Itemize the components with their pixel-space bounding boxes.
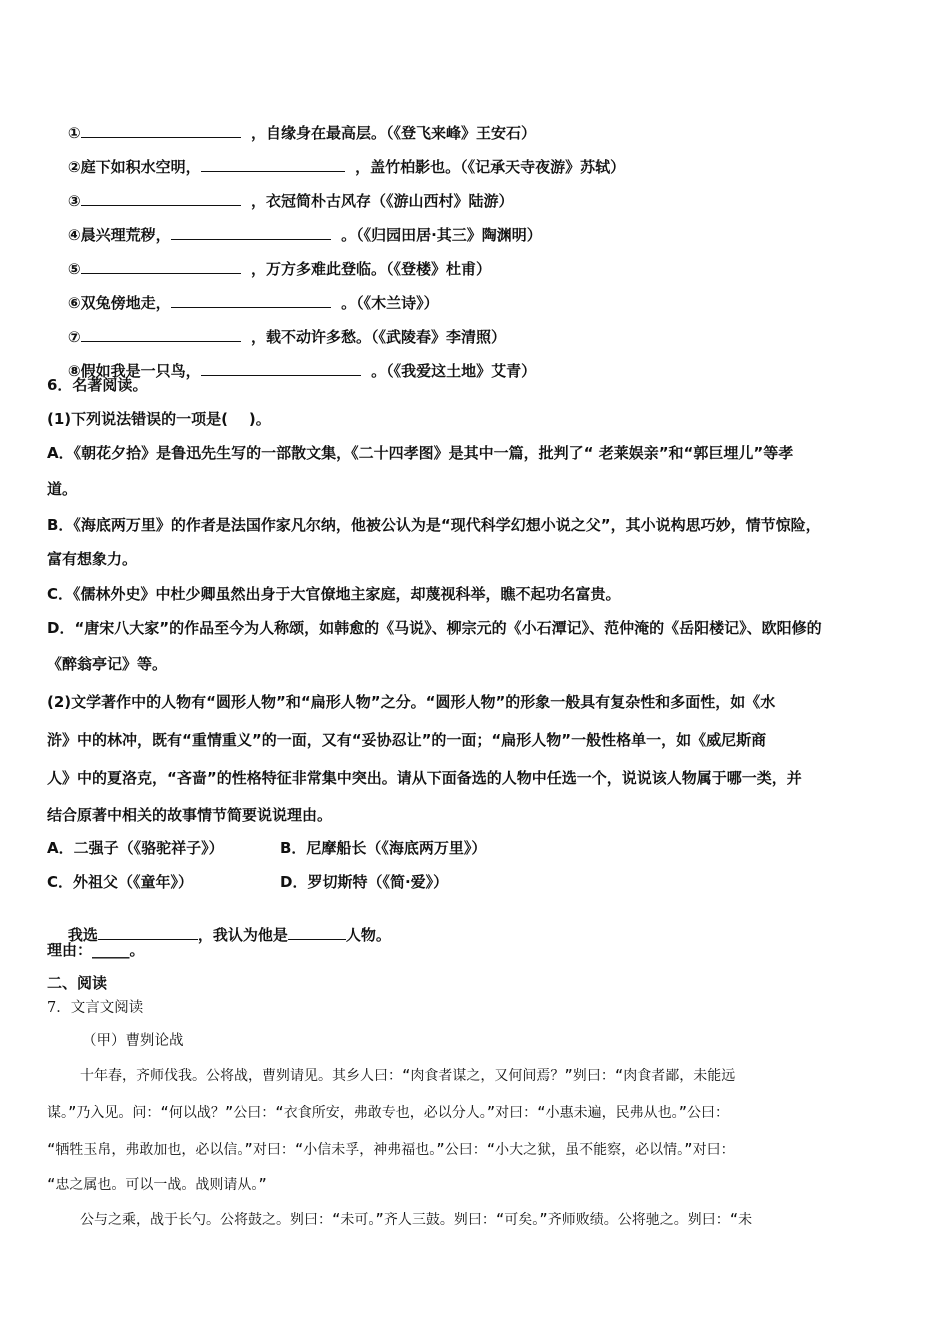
poem-line-3: ③ ，衣冠简朴古风存（《游山西村》陆游） [67, 192, 514, 210]
poem-line-6: ⑥双兔傍地走， 。（《木兰诗》） [67, 294, 439, 312]
poem-line-4: ④晨兴理荒秽， 。（《归园田居·其三》陶渊明） [67, 226, 542, 244]
answer-blank[interactable] [81, 123, 241, 138]
q6-option-b-line1: B．《海底两万里》的作者是法国作家凡尔纳，他被公认为是“现代科学幻想小说之父”，其小说构思巧妙，情节惊险， [47, 516, 821, 534]
q6-choice-c: C．外祖父（《童年》） [47, 873, 194, 891]
q6-reason-line: 理由：_____。 [47, 941, 145, 959]
q6-option-a-line1: A．《朝花夕拾》是鲁迅先生写的一部散文集，《二十四孝图》是其中一篇，批判了“ 老莱娱亲”和“郭巨埋儿”等孝 [47, 444, 794, 462]
passage-line-1: 十年春，齐师伐我。公将战，曹刿请见。其乡人曰：“肉食者谋之，又何间焉？”刿曰：“肉食者鄙，未能远 [80, 1068, 736, 1084]
passage-line-5: 公与之乘，战于长勺。公将鼓之。刿曰：“未可。”齐人三鼓。刿曰：“可矣。”齐师败绩。公将驰之。刿曰：“未 [80, 1212, 753, 1228]
passage-line-3: “牺牲玉帛，弗敢加也，必以信。”对曰：“小信未孚，神弗福也。”公曰：“小大之狱，虽不能察，必以情。”对曰： [47, 1142, 735, 1158]
passage-subtitle: （甲）曹刿论战 [82, 1033, 184, 1049]
q6-option-d-line2: 《醉翁亭记》等。 [47, 655, 168, 673]
passage-line-4: “忠之属也。可以一战。战则请从。” [47, 1177, 267, 1193]
character-type-blank[interactable] [288, 925, 346, 940]
q6-choice-d: D．罗切斯特（《简·爱》） [280, 873, 449, 891]
poem-line-1: ① ，自缘身在最高层。（《登飞来峰》王安石） [67, 124, 537, 142]
character-choice-blank[interactable] [98, 925, 198, 940]
section-heading: 二、阅读 [47, 974, 108, 992]
q6-choice-b: B．尼摩船长（《海底两万里》） [280, 839, 487, 857]
answer-blank[interactable] [81, 327, 241, 342]
poem-line-5: ⑤ ，万方多难此登临。（《登楼》杜甫） [67, 260, 492, 278]
q6-part2-line4: 结合原著中相关的故事情节简要说说理由。 [47, 806, 333, 824]
q6-part2-line1: (2)文学著作中的人物有“圆形人物”和“扁形人物”之分。“圆形人物”的形象一般具有复杂性和多面性，如《水 [47, 693, 776, 711]
q6-choice-a: A．二强子（《骆驼祥子》） [47, 839, 224, 857]
answer-blank[interactable] [171, 293, 331, 308]
answer-blank[interactable] [81, 191, 241, 206]
q7-title: 7．文言文阅读 [47, 1000, 144, 1016]
q6-option-b-line2: 富有想象力。 [47, 550, 138, 568]
q6-part2-line2: 浒》中的林冲，既有“重情重义”的一面，又有“妥协忍让”的一面；“扁形人物”一般性格单一，如《威尼斯商 [47, 731, 767, 749]
q6-answer-line: 我选 ，我认为他是 人物。 [67, 926, 391, 944]
answer-blank[interactable] [171, 225, 331, 240]
answer-blank[interactable] [201, 157, 345, 172]
q6-part2-line3: 人》中的夏洛克，“吝啬”的性格特征非常集中突出。请从下面备选的人物中任选一个，说说该人物属于哪一类，并 [47, 769, 802, 787]
q6-option-a-line2: 道。 [47, 480, 78, 498]
q6-title: 6．名著阅读。 [47, 376, 148, 394]
answer-blank[interactable] [201, 361, 361, 376]
passage-line-2: 谋。”乃入见。问：“何以战？”公曰：“衣食所安，弗敢专也，必以分人。”对曰：“小惠未遍，民弗从也。”公曰： [47, 1105, 729, 1121]
poem-line-7: ⑦ ，载不动许多愁。（《武陵春》李清照） [67, 328, 507, 346]
poem-line-2: ②庭下如积水空明， ，盖竹柏影也。（《记承天寺夜游》苏轼） [67, 158, 626, 176]
q6-option-c: C．《儒林外史》中杜少卿虽然出身于大官僚地主家庭，却蔑视科举，瞧不起功名富贵。 [47, 585, 621, 603]
poem-line-8: ⑧假如我是一只鸟， 。（《我爱这土地》艾青） [67, 362, 537, 380]
q6-part1-stem: (1)下列说法错误的一项是( )。 [47, 410, 271, 428]
q6-option-d-line1: D．“唐宋八大家”的作品至今为人称颂，如韩愈的《马说》、柳宗元的《小石潭记》、范仲淹的《岳阳楼记》、欧阳修的 [47, 619, 822, 637]
answer-blank[interactable] [81, 259, 241, 274]
